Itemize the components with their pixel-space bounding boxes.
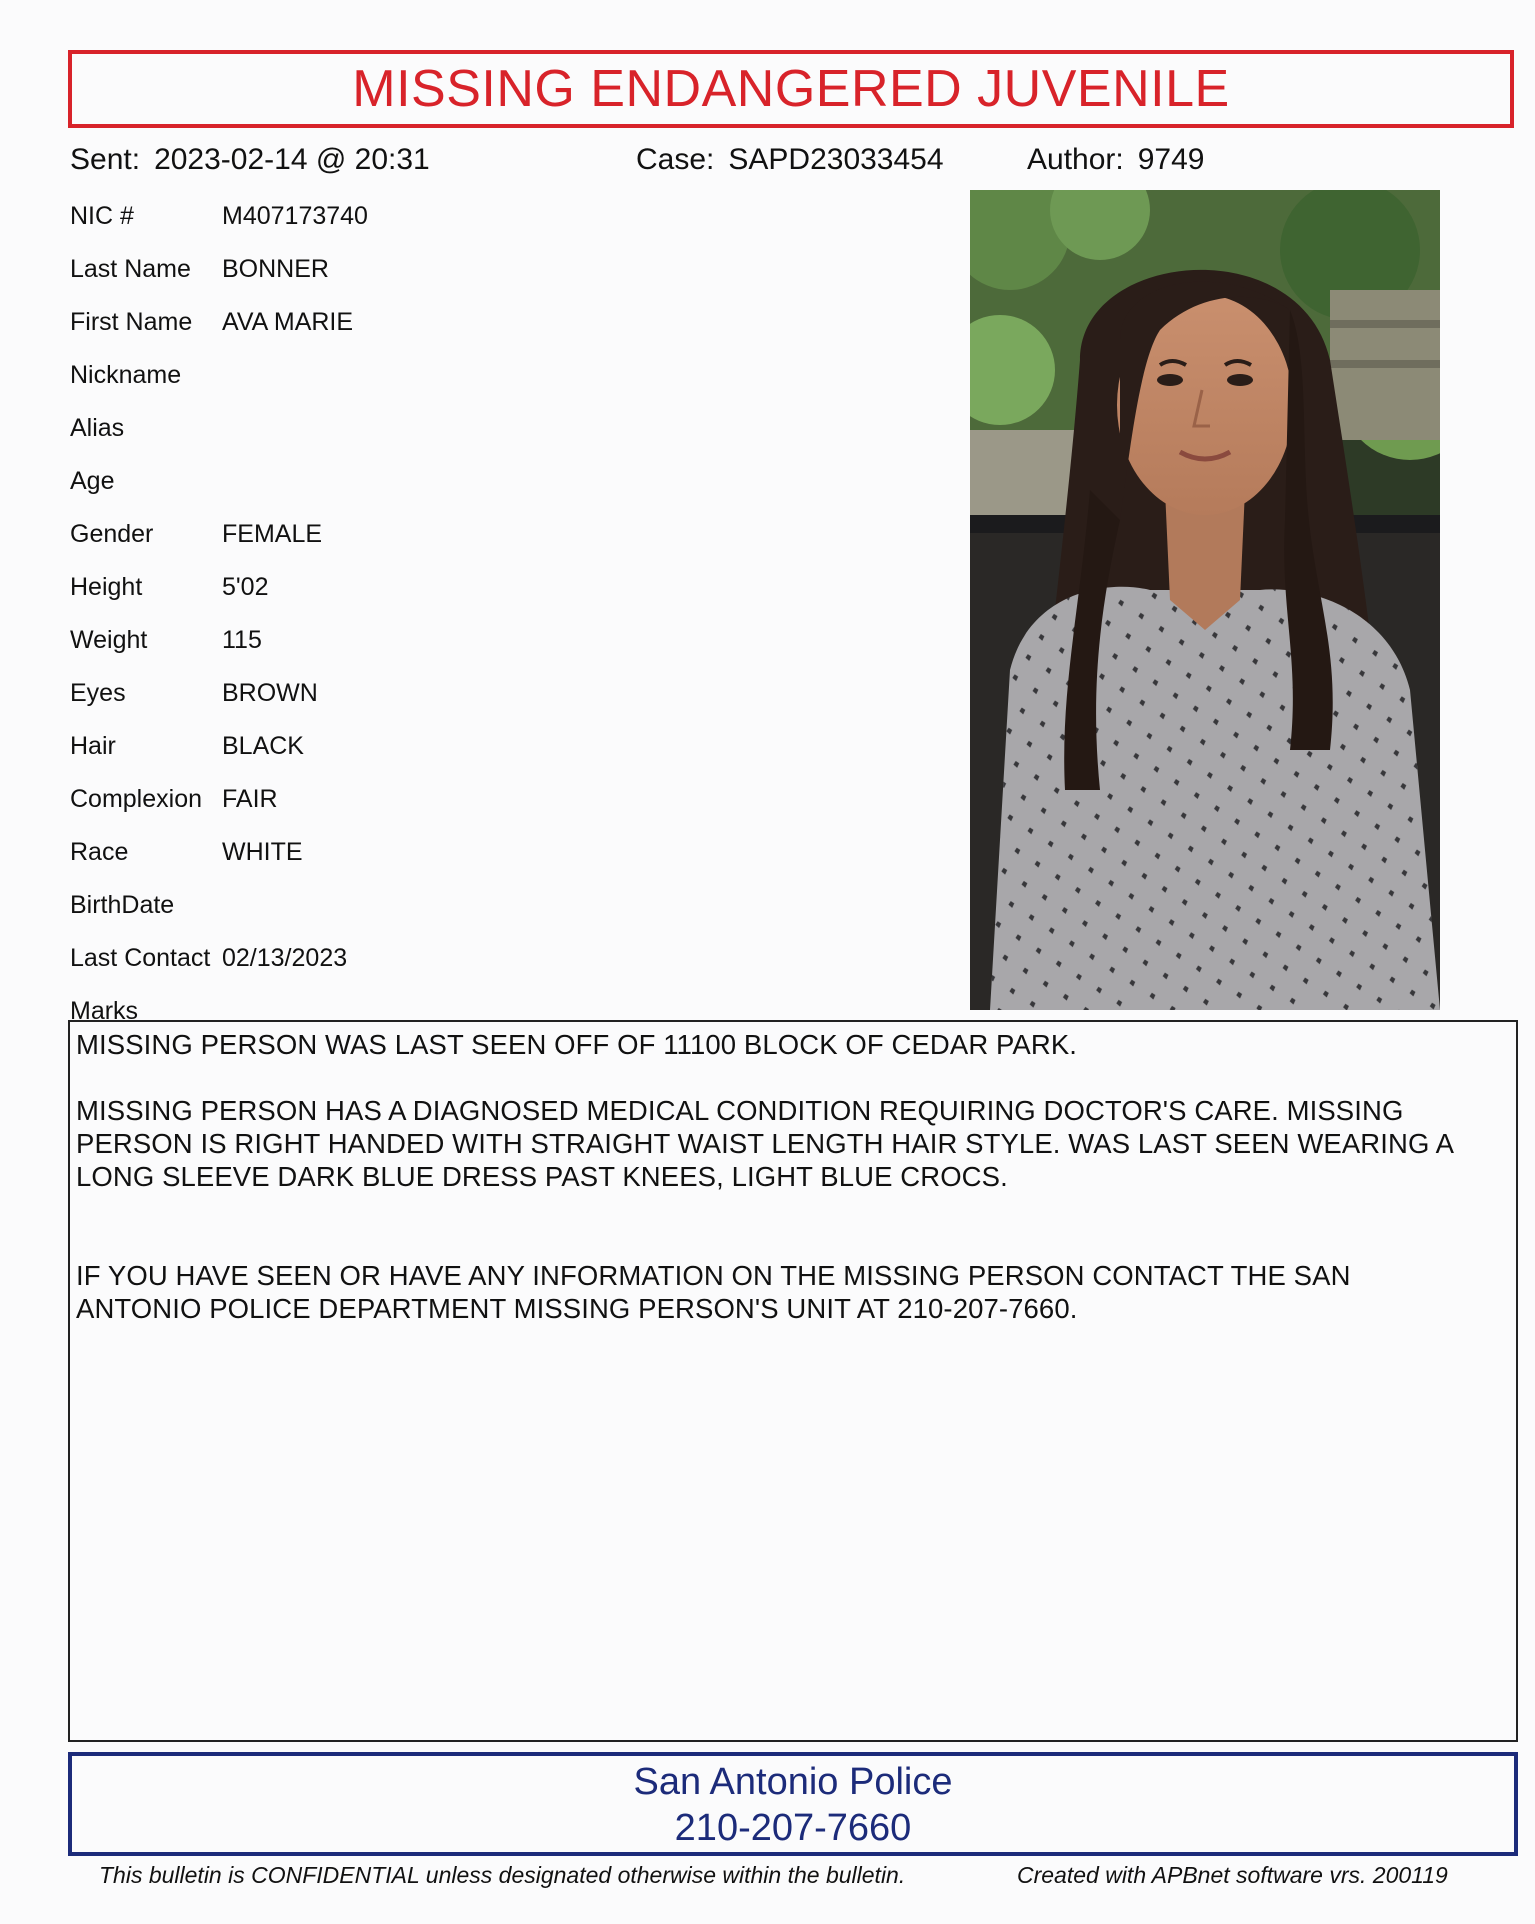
field-row (70, 773, 950, 826)
field-label: Gender (70, 520, 154, 548)
field-value: FEMALE (222, 520, 323, 548)
field-label: First Name (70, 308, 193, 336)
field-row (70, 614, 950, 667)
field-value: BLACK (222, 732, 304, 760)
field-label: Age (70, 467, 115, 495)
field-value: BONNER (222, 255, 329, 283)
field-label: Race (70, 838, 129, 866)
case-value: SAPD23033454 (728, 143, 944, 176)
field-value: 5'02 (222, 573, 269, 601)
case-info (636, 143, 944, 177)
sent-label: Sent: (70, 143, 141, 176)
field-label: Hair (70, 732, 116, 760)
field-label: Eyes (70, 679, 126, 707)
field-value: BROWN (222, 679, 318, 707)
field-row (70, 455, 950, 508)
field-label: Weight (70, 626, 148, 654)
field-row (70, 508, 950, 561)
narrative-line: ANTONIO POLICE DEPARTMENT MISSING PERSON'S UNIT AT 210-207-7660. (76, 1293, 1078, 1324)
field-row (70, 561, 950, 614)
field-row (70, 879, 950, 932)
narrative-line: IF YOU HAVE SEEN OR HAVE ANY INFORMATION ON THE MISSING PERSON CONTACT THE SAN (76, 1260, 1351, 1291)
field-value: WHITE (222, 838, 303, 866)
case-label: Case: (636, 143, 715, 176)
field-row (70, 720, 950, 773)
author-value: 9749 (1137, 143, 1205, 176)
field-value: 02/13/2023 (222, 944, 348, 972)
missing-person-photo (970, 190, 1440, 1010)
software-credit: Created with APBnet software vrs. 200119 (1017, 1862, 1448, 1888)
confidential-notice: This bulletin is CONFIDENTIAL unless designated otherwise within the bulletin. (99, 1862, 906, 1888)
person-details (70, 190, 950, 1038)
author-info (1027, 143, 1204, 177)
field-row (70, 243, 950, 296)
field-row (70, 402, 950, 455)
narrative-location: MISSING PERSON WAS LAST SEEN OFF OF 11100 BLOCK OF CEDAR PARK. (76, 1029, 1078, 1060)
field-value: AVA MARIE (222, 308, 354, 336)
narrative-line: PERSON IS RIGHT HANDED WITH STRAIGHT WAIST LENGTH HAIR STYLE. WAS LAST SEEN WEARING A (76, 1128, 1455, 1159)
field-row (70, 349, 950, 402)
field-label: NIC # (70, 202, 134, 230)
narrative-spacer (76, 1193, 1510, 1259)
narrative-box (68, 1020, 1518, 1742)
field-label: Nickname (70, 361, 182, 389)
bulletin-title: MISSING ENDANGERED JUVENILE (352, 60, 1230, 118)
field-label: BirthDate (70, 891, 175, 919)
narrative-spacer (76, 1061, 1510, 1094)
sent-value: 2023-02-14 @ 20:31 (154, 143, 430, 176)
field-row (70, 932, 950, 985)
field-value: FAIR (222, 785, 278, 813)
title-banner (68, 50, 1514, 128)
field-label: Alias (70, 414, 125, 442)
contact-phone[interactable]: 210-207-7660 (674, 1807, 912, 1849)
field-label: Complexion (70, 785, 203, 813)
field-row (70, 826, 950, 879)
narrative-line: MISSING PERSON HAS A DIAGNOSED MEDICAL CONDITION REQUIRING DOCTOR'S CARE. MISSING (76, 1095, 1404, 1126)
photo-illustration (970, 190, 1440, 1010)
field-label: Last Contact (70, 944, 211, 972)
field-value: M407173740 (222, 202, 368, 230)
field-label: Marks (70, 997, 139, 1025)
field-row (70, 296, 950, 349)
field-row (70, 667, 950, 720)
field-value: 115 (222, 626, 262, 654)
field-label: Height (70, 573, 143, 601)
field-row (70, 190, 950, 243)
author-label: Author: (1027, 143, 1124, 176)
field-label: Last Name (70, 255, 191, 283)
narrative-line: LONG SLEEVE DARK BLUE DRESS PAST KNEES, LIGHT BLUE CROCS. (76, 1161, 1008, 1192)
agency-name: San Antonio Police (633, 1761, 953, 1803)
contact-banner (68, 1752, 1518, 1856)
sent-info (70, 143, 430, 177)
